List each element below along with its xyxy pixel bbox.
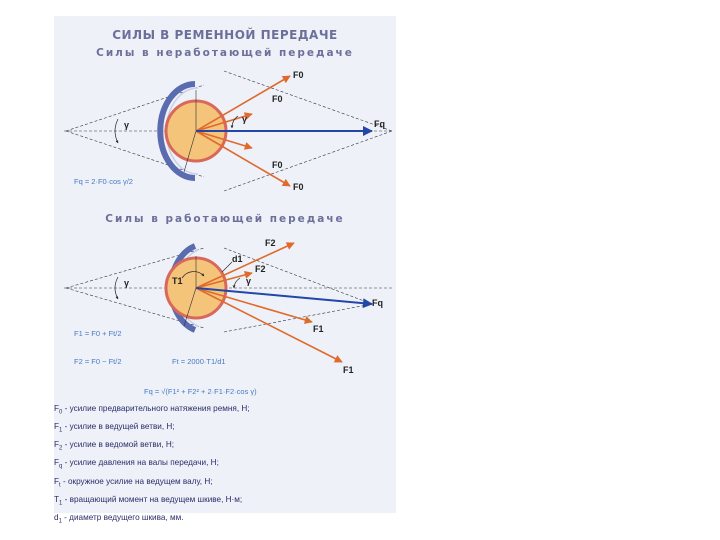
legend-symbol: $F_2$ [54,440,63,452]
label-f0-lower: F0 [272,160,283,170]
dashed-side-lower [224,131,392,191]
dashed-side-upper [224,71,392,131]
legend-text: - усилие в ведущей ветви, Н; [62,422,175,432]
page-title: СИЛЫ В РЕМЕННОЙ ПЕРЕДАЧЕ [112,28,338,42]
legend-text: - усилие предварительного натяжения ремня, Н; [62,404,250,413]
legend-subscript: 1 [59,500,63,507]
label-f1-inner: F1 [313,324,324,334]
legend-text: - усилие давления на валы передачи, Н; [62,458,219,468]
legend-subscript: q [59,464,63,471]
legend-symbol: $d_1$ [54,512,62,525]
label-fq: Fq [372,298,383,308]
legend-symbol: $F_t$ [54,476,61,489]
legend-symbol: $T_1$ [54,494,63,507]
legend-item [54,493,334,511]
section-title-working: Силы в работающей передаче [105,213,345,225]
label-fq: Fq [374,119,385,129]
legend-item [54,402,334,420]
static-diagram [64,70,394,192]
legend-item [54,438,334,456]
legend-symbol: $F_1$ [54,422,63,434]
formula-f1: F1 = F0 + Ft/2 [74,329,122,338]
legend-text: - усилие в ведомой ветви, Н; [62,440,175,450]
label-f0-upper-outer: F0 [293,70,304,80]
legend-subscript: 1 [58,518,62,525]
label-d1: d1 [232,254,243,264]
formula-fq-dynamic: Fq = √(F1² + F2² + 2·F1·F2·cos γ) [144,387,257,396]
legend-item [54,475,334,493]
label-t1: T1 [172,276,183,286]
formula-ft: Ft = 2000·T1/d1 [172,357,226,366]
formula-fq-static: Fq = 2·F0·cos γ/2 [74,177,133,186]
label-f2-outer: F2 [265,238,276,248]
label-f0-lower-outer: F0 [293,182,304,192]
legend-symbol: $F_0$ [54,404,63,416]
label-f1-outer: F1 [343,365,354,375]
label-f0-upper: F0 [272,94,283,104]
legend-item [54,420,334,438]
legend-item [54,511,334,529]
legend-subscript: t [59,482,61,489]
legend-subscript: 0 [59,409,63,416]
legend-subscript: 2 [59,445,63,452]
legend-text: - диаметр ведущего шкива, мм. [61,512,184,522]
label-f2-inner: F2 [255,264,266,274]
legend-text: - вращающий момент на ведущем шкиве, Н·м; [62,494,243,504]
diameter-leader [222,262,232,272]
legend [54,402,334,529]
legend-item [54,456,334,474]
gamma-arc-right [234,278,240,288]
gamma-label-left: γ [124,120,130,130]
working-diagram [64,238,394,396]
gamma-label-right: γ [242,114,248,124]
legend-symbol: $F_q$ [54,458,63,471]
section-title-static: Силы в неработающей передаче [96,47,354,59]
legend-subscript: 1 [59,427,63,434]
formula-f2: F2 = F0 − Ft/2 [74,357,122,366]
legend-text: - окружное усилие на ведущем валу, Н; [60,476,213,486]
gamma-label-left: γ [124,278,130,288]
gamma-label-right: γ [246,276,252,286]
